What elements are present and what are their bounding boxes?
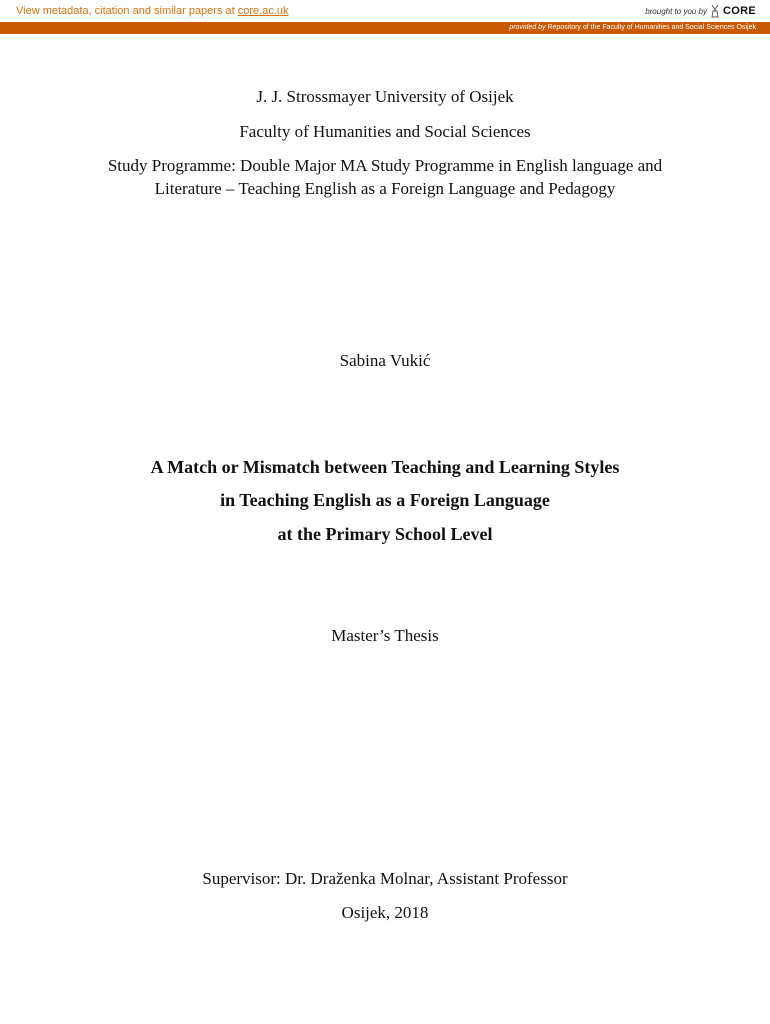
thesis-title-line-2: in Teaching English as a Foreign Language xyxy=(220,490,550,510)
place-and-year: Osijek, 2018 xyxy=(341,903,429,922)
author-name: Sabina Vukić xyxy=(339,351,431,370)
core-banner xyxy=(0,0,770,22)
provided-by-link[interactable] xyxy=(509,22,756,34)
thesis-title-line-3: at the Primary School Level xyxy=(277,524,493,544)
core-logo-text: CORE xyxy=(723,5,756,17)
faculty-name: Faculty of Humanities and Social Sciences xyxy=(239,122,531,141)
university-name: J. J. Strossmayer University of Osijek xyxy=(256,87,514,106)
thesis-title-line-1: A Match or Mismatch between Teaching and Learning Styles xyxy=(150,457,620,477)
thesis-type: Master’s Thesis xyxy=(331,626,439,645)
core-provided-bar xyxy=(0,22,770,34)
core-link-prefix[interactable]: View metadata, citation and similar papers at xyxy=(16,5,238,17)
provided-by-label: provided by xyxy=(509,24,546,31)
core-brought-by[interactable] xyxy=(645,2,756,20)
core-metadata-link[interactable] xyxy=(16,5,289,17)
provided-by-source[interactable]: Repository of the Faculty of Humanities and Social Sciences Osijek xyxy=(547,24,756,31)
study-programme-line-2: Literature – Teaching English as a Foreign Language and Pedagogy xyxy=(154,179,616,198)
supervisor: Supervisor: Dr. Draženka Molnar, Assistant Professor xyxy=(202,869,568,888)
core-link-url[interactable]: core.ac.uk xyxy=(237,5,289,17)
study-programme-line-1: Study Programme: Double Major MA Study Programme in English language and xyxy=(107,156,663,175)
core-logo-icon xyxy=(710,4,720,18)
brought-to-you-text: brought to you by xyxy=(645,6,708,16)
